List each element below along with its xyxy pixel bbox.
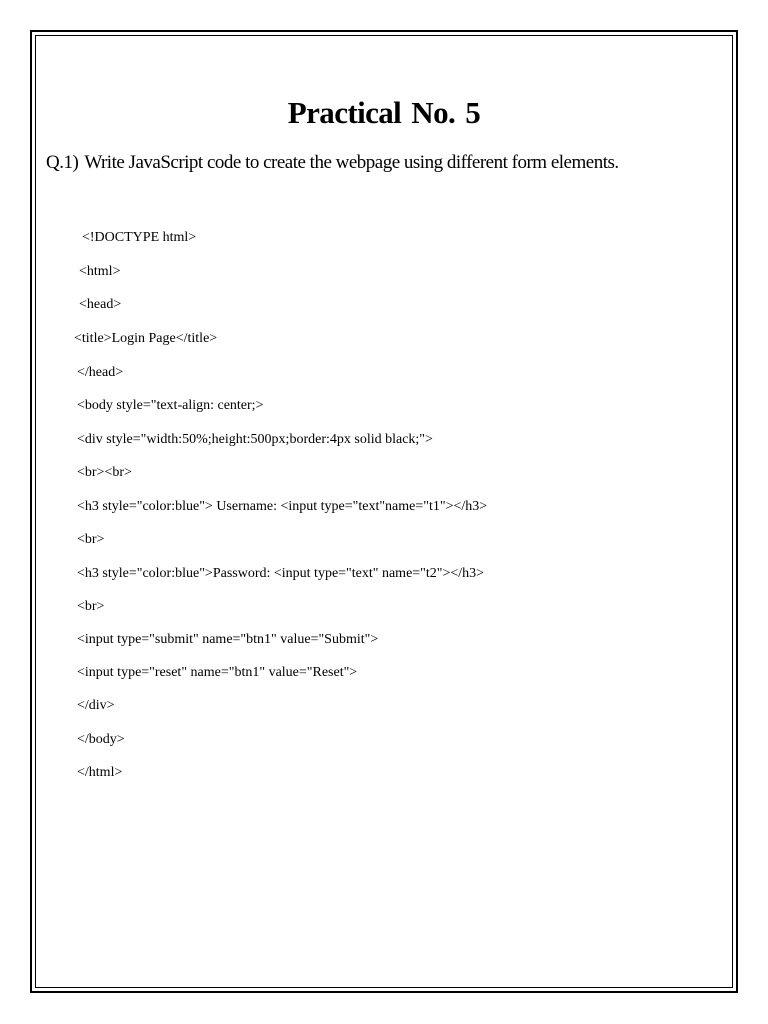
code-line-title: <title>Login Page</title> bbox=[74, 331, 218, 346]
code-line-head-close: </head> bbox=[77, 365, 124, 380]
code-line-div-close: </div> bbox=[77, 698, 115, 713]
code-line-input-reset: <input type="reset" name="btn1" value="Reset"> bbox=[77, 665, 358, 680]
code-line-h3-password: <h3 style="color:blue">Password: <input type="text" name="t2"></h3> bbox=[77, 566, 485, 581]
code-line-input-submit: <input type="submit" name="btn1" value="Submit"> bbox=[77, 632, 379, 647]
code-line-html-open: <html> bbox=[79, 264, 121, 279]
question bbox=[46, 151, 619, 175]
question-text: Write JavaScript code to create the webpage using different form elements. bbox=[84, 152, 619, 173]
page-title: Practical No. 5 bbox=[287, 95, 481, 130]
code-line-h3-username: <h3 style="color:blue"> Username: <input type="text"name="t1"></h3> bbox=[77, 499, 488, 514]
code-line-body-close: </body> bbox=[77, 732, 125, 747]
code-line-doctype: <!DOCTYPE html> bbox=[82, 230, 197, 245]
code-line-br-1: <br> bbox=[77, 532, 105, 547]
code-line-html-close: </html> bbox=[77, 765, 123, 780]
code-line-head-open: <head> bbox=[79, 297, 122, 312]
question-number: Q.1) bbox=[46, 152, 79, 173]
code-line-br-2: <br> bbox=[77, 599, 105, 614]
code-line-body-open: <body style="text-align: center;> bbox=[77, 398, 264, 413]
code-line-br-br: <br><br> bbox=[77, 465, 132, 480]
code-line-div-open: <div style="width:50%;height:500px;border:4px solid black;"> bbox=[77, 432, 433, 447]
